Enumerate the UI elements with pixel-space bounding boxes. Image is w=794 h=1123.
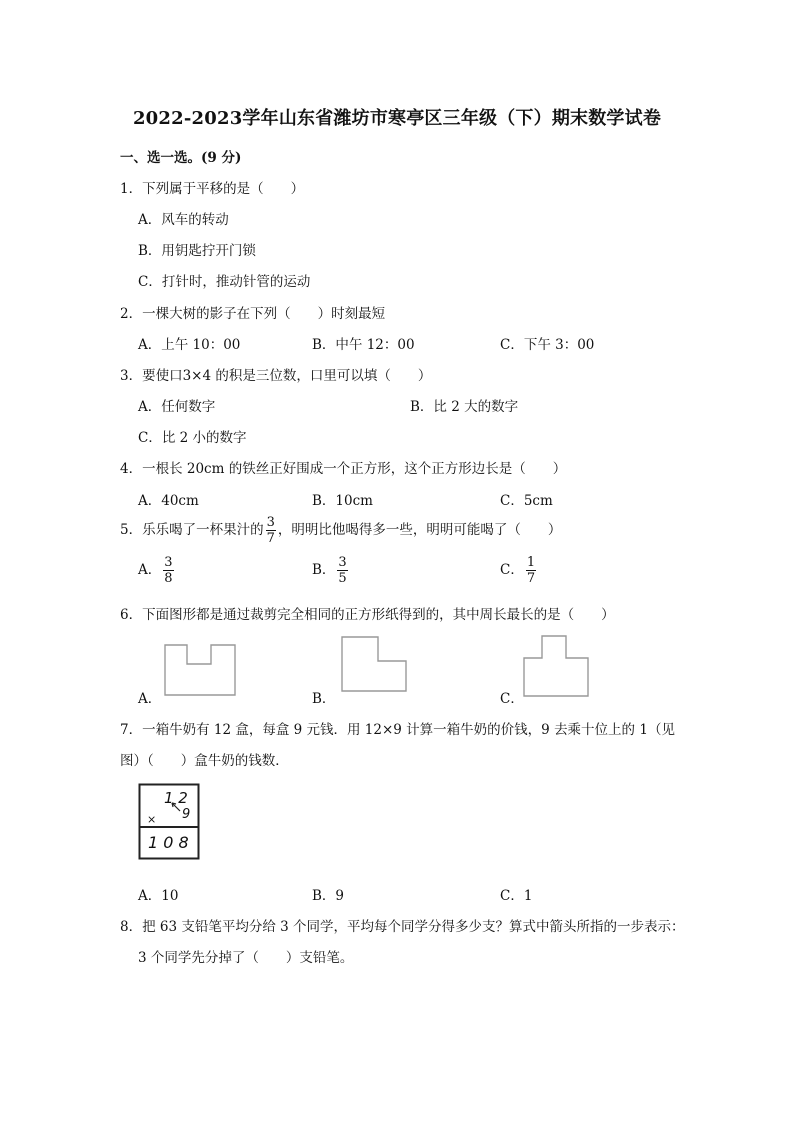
figure-top-digits: 1 2 — [164, 789, 188, 807]
fraction-numerator: 3 — [338, 555, 347, 570]
question-7-option-b: B．9 — [312, 888, 345, 904]
question-5-stem-end: ，明明比他喝得多一些，明明可能喝了（ ） — [277, 522, 562, 538]
option-label: C． — [500, 562, 524, 578]
multiplication-figure — [138, 783, 200, 860]
question-3-stem: 3．要使口3×4 的积是三位数，口里可以填（ ） — [120, 368, 432, 384]
question-5-stem-start: 5．乐乐喝了一杯果汁的 — [120, 522, 264, 538]
question-4-option-b: B．10cm — [312, 493, 373, 509]
question-8-stem-line-1: 8．把 63 支铅笔平均分给 3 个同学，平均每个同学分得多少支？算式中箭头所指的一步表示： — [120, 919, 685, 935]
question-8-stem-line-2: 3 个同学先分掉了（ ）支铅笔。 — [138, 950, 354, 966]
shape-b-corner-cut-square — [336, 633, 414, 695]
question-5-option-b — [312, 556, 350, 585]
fraction-denominator: 5 — [338, 571, 347, 586]
section-heading-1: 一、选一选。(9 分) — [120, 150, 242, 166]
question-1-option-a: A．风车的转动 — [138, 212, 229, 228]
question-6-stem: 6．下面图形都是通过裁剪完全相同的正方形纸得到的，其中周长最长的是（ ） — [120, 607, 615, 623]
question-7-option-c: C．1 — [500, 888, 533, 904]
question-1-option-b: B．用钥匙拧开门锁 — [138, 243, 256, 259]
question-2-option-a: A．上午 10：00 — [138, 337, 241, 353]
question-2-option-b: B．中午 12：00 — [312, 337, 415, 353]
question-2-option-c: C．下午 3：00 — [500, 337, 595, 353]
question-5-option-c — [500, 556, 538, 585]
fraction-numerator: 3 — [164, 555, 173, 570]
question-6-option-b: B． — [312, 691, 336, 707]
page-title: 2022-2023学年山东省潍坊市寒亭区三年级（下）期末数学试卷 — [132, 108, 662, 129]
question-1-option-c: C．打针时，推动针管的运动 — [138, 274, 311, 290]
question-2-stem: 2．一棵大树的影子在下列（ ）时刻最短 — [120, 306, 386, 322]
question-4-option-a: A．40cm — [138, 493, 199, 509]
fraction-denominator: 7 — [266, 531, 275, 546]
question-6-option-a: A． — [138, 691, 162, 707]
question-5-stem — [120, 516, 561, 545]
figure-multiplier-digit: 9 — [182, 807, 191, 822]
question-7-stem-line-1: 7．一箱牛奶有 12 盒，每盒 9 元钱．用 12×9 计算一箱牛奶的价钱，9 去乘十位上的 1（见 — [120, 722, 675, 738]
question-7-stem-line-2: 图）（ ）盒牛奶的钱数． — [120, 753, 289, 769]
question-5-fraction — [266, 516, 276, 545]
fraction-numerator: 1 — [526, 555, 536, 570]
fraction-numerator: 3 — [266, 515, 275, 530]
question-5-option-a — [138, 556, 176, 585]
shape-a-notched-square — [160, 640, 240, 700]
fraction-denominator: 7 — [526, 571, 536, 586]
option-label: B． — [312, 562, 336, 578]
question-4-option-c: C．5cm — [500, 493, 553, 509]
option-c-fraction — [526, 556, 536, 585]
question-3-option-a: A．任何数字 — [138, 399, 216, 415]
option-label: A． — [138, 562, 162, 578]
option-a-fraction — [163, 556, 173, 585]
option-b-fraction — [337, 556, 347, 585]
figure-multiply-sign: × — [147, 813, 157, 826]
question-6-option-c: C． — [500, 691, 524, 707]
question-1-stem: 1．下列属于平移的是（ ） — [120, 181, 305, 197]
question-7-option-a: A．10 — [138, 888, 179, 904]
question-3-option-c: C．比 2 小的数字 — [138, 430, 247, 446]
figure-product-digits: 1 0 8 — [148, 833, 189, 852]
question-3-option-b: B．比 2 大的数字 — [410, 399, 519, 415]
fraction-denominator: 8 — [164, 571, 173, 586]
shape-c-stepped-square — [518, 632, 594, 700]
question-4-stem: 4．一根长 20cm 的铁丝正好围成一个正方形，这个正方形边长是（ ） — [120, 461, 567, 477]
